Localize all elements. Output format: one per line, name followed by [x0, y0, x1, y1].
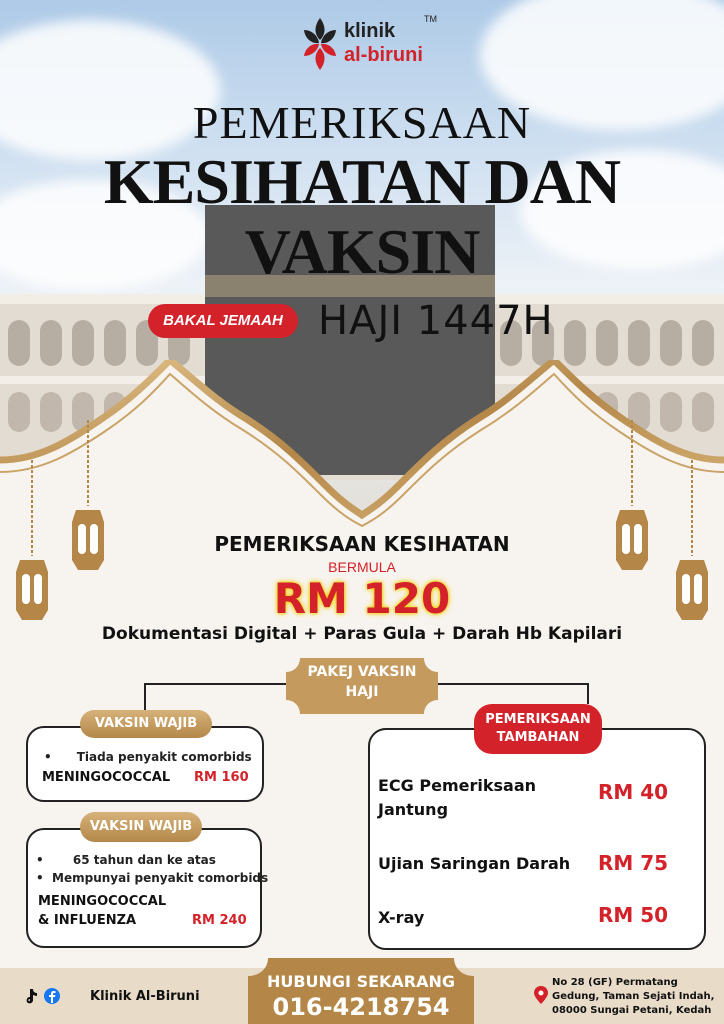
logo-flower-icon — [300, 16, 340, 72]
extra-checks-badge — [474, 704, 602, 754]
extra-checks-badge-line-1: PEMERIKSAAN — [485, 712, 591, 727]
phone-number[interactable]: 016-4218754 — [272, 993, 450, 1021]
logo-text-name: al-biruni — [344, 44, 423, 66]
call-now-label: HUBUNGI SEKARANG — [266, 972, 456, 991]
social-icons — [24, 986, 64, 1006]
clinic-logo — [300, 12, 450, 76]
logo-text-klinik: klinik — [344, 20, 396, 42]
vaccine-2-condition-2: • Mempunyai penyakit comorbids — [36, 871, 269, 885]
title-line-1: PEMERIKSAAN — [192, 97, 532, 148]
footer-clinic-name: Klinik Al-Biruni — [90, 989, 200, 1004]
extra-item-ecg-label: ECG Pemeriksaan Jantung — [378, 776, 536, 819]
health-check-description: Dokumentasi Digital + Paras Gula + Darah Hb Kapilari — [101, 624, 623, 644]
vaccine-card-meningococcal-influenza — [26, 828, 262, 948]
mandatory-vaccine-badge: VAKSIN WAJIB — [80, 710, 212, 738]
package-label-line-2: HAJI — [345, 684, 379, 700]
vaccine-2-condition-1: • 65 tahun dan ke atas — [36, 853, 216, 867]
trademark-mark: TM — [424, 14, 437, 24]
extra-item-blood-label: Ujian Saringan Darah — [378, 854, 571, 873]
facebook-icon[interactable] — [44, 988, 60, 1004]
vaccine-1-price: RM 160 — [194, 770, 249, 785]
title-line-3: VAKSIN — [244, 216, 480, 287]
starting-from-label: BERMULA — [328, 559, 396, 575]
tiktok-icon[interactable] — [27, 989, 37, 1003]
bakal-jemaah-badge: BAKAL JEMAAH — [148, 304, 298, 338]
vaccine-2-name-line-1: MENINGOCOCCAL — [38, 894, 167, 909]
health-check-title: PEMERIKSAAN KESIHATAN — [214, 532, 510, 556]
extra-item-ecg-price: RM 40 — [598, 780, 669, 804]
package-label-line-1: PAKEJ VAKSIN — [307, 664, 417, 680]
extra-item-blood-price: RM 75 — [598, 851, 669, 875]
vaccine-1-condition: • Tiada penyakit comorbids — [44, 750, 252, 764]
mandatory-vaccine-badge: VAKSIN WAJIB — [80, 812, 202, 842]
health-check-price: RM 120 — [273, 574, 451, 623]
extra-checks-badge-line-2: TAMBAHAN — [496, 730, 580, 745]
vaccine-2-price: RM 240 — [192, 913, 247, 928]
location-pin-icon — [534, 986, 548, 1004]
clinic-address: No 28 (GF) Permatang Gedung, Taman Sejati Indah, 08000 Sungai Petani, Kedah — [552, 977, 715, 1016]
haji-year-text: HAJI 1447H — [318, 298, 554, 344]
vaccine-2-name-line-2: & INFLUENZA — [38, 913, 137, 928]
title-line-2: KESIHATAN DAN — [103, 146, 621, 217]
extra-item-xray-price: RM 50 — [598, 903, 669, 927]
vaccine-1-name: MENINGOCOCCAL — [42, 770, 171, 785]
extra-item-xray-label: X-ray — [378, 908, 425, 927]
